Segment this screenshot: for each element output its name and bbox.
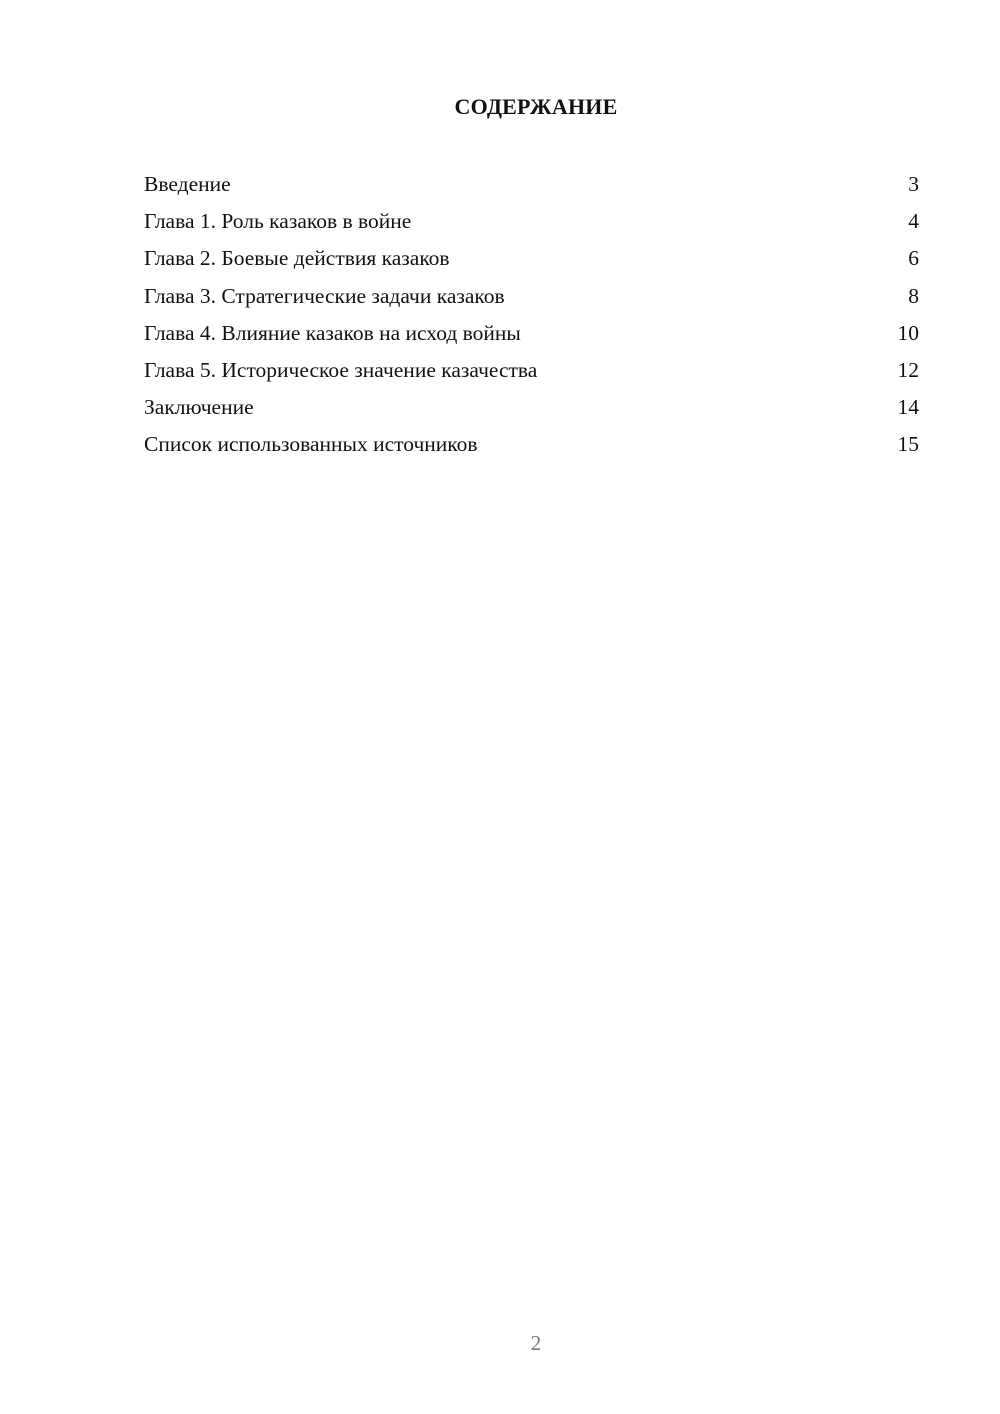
toc-entry-label: Введение bbox=[144, 172, 231, 196]
toc-entry bbox=[144, 315, 919, 352]
toc-entry-label: Глава 4. Влияние казаков на исход войны bbox=[144, 320, 521, 345]
toc-entry bbox=[144, 389, 919, 426]
page-title: СОДЕРЖАНИЕ bbox=[454, 94, 618, 119]
toc-entry-label: Глава 3. Стратегические задачи казаков bbox=[144, 283, 505, 308]
toc-entry-page: 6 bbox=[908, 246, 919, 271]
toc-entry-label: Глава 1. Роль казаков в войне bbox=[144, 209, 412, 234]
toc-entry bbox=[144, 278, 919, 315]
toc-entry bbox=[144, 426, 919, 463]
page-number: 2 bbox=[530, 1331, 542, 1355]
toc-entry-label: Глава 5. Историческое значение казачества bbox=[144, 357, 538, 382]
toc-entry-label: Список использованных источников bbox=[144, 432, 478, 457]
toc-entry-page: 8 bbox=[908, 283, 919, 308]
toc-entry bbox=[144, 240, 919, 277]
toc-entry-page: 3 bbox=[908, 172, 919, 196]
toc-entry bbox=[144, 166, 919, 203]
toc-entry-page: 12 bbox=[897, 357, 919, 382]
toc-entry-page: 14 bbox=[897, 395, 919, 420]
toc-entry bbox=[144, 352, 919, 389]
toc-entry bbox=[144, 203, 919, 240]
toc-entry-label: Глава 2. Боевые действия казаков bbox=[144, 246, 450, 271]
toc-entry-page: 4 bbox=[908, 209, 919, 234]
toc-entry-label: Заключение bbox=[144, 395, 254, 420]
toc-entry-page: 15 bbox=[897, 432, 919, 457]
toc-entry-page: 10 bbox=[897, 320, 919, 345]
table-of-contents bbox=[144, 166, 919, 464]
